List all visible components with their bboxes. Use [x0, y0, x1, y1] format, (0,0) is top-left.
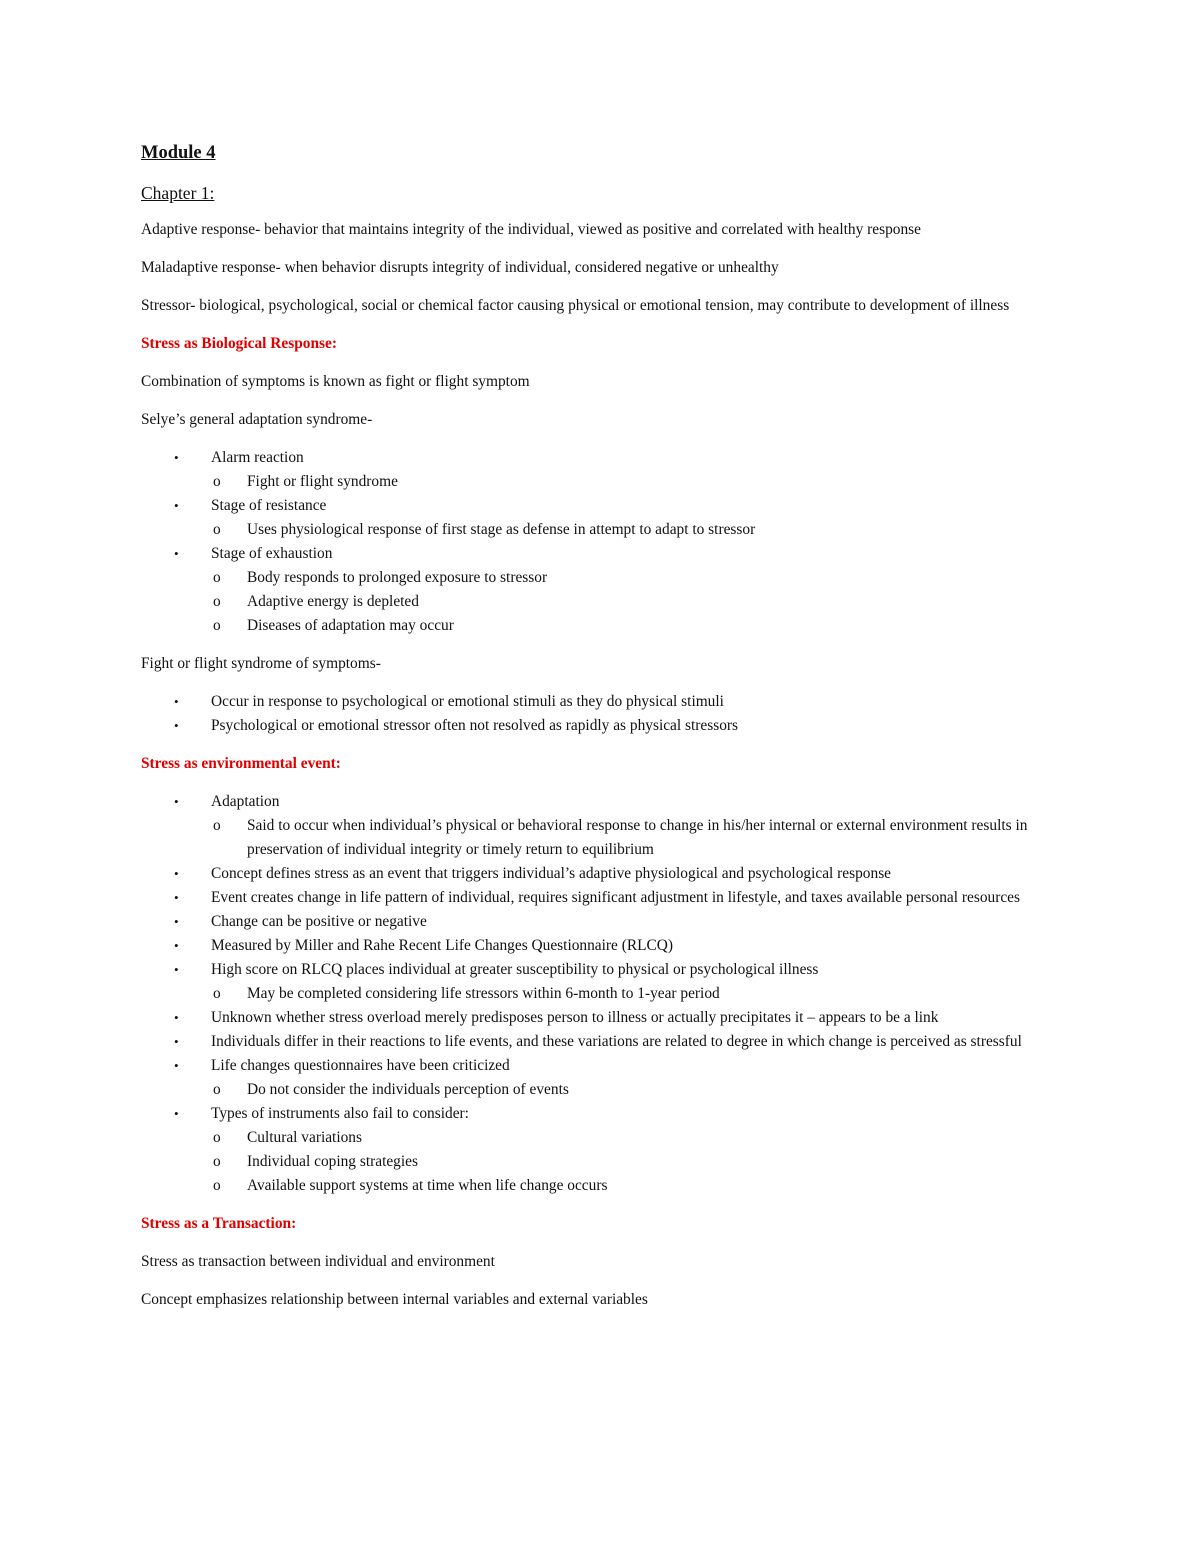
paragraph-maladaptive-response: Maladaptive response- when behavior disrupts integrity of individual, considered negative or unhealthy	[141, 259, 779, 276]
bullet-icon: •	[174, 450, 179, 465]
list-item	[141, 1006, 1061, 1030]
chapter-heading: Chapter 1:	[141, 183, 215, 203]
sub-list-item-text: Uses physiological response of first stage as defense in attempt to adapt to stressor	[247, 521, 756, 538]
list-item	[141, 690, 1061, 714]
sub-list	[211, 1126, 1061, 1198]
sub-bullet-icon: o	[213, 1153, 221, 1170]
list-item-text: High score on RLCQ places individual at greater susceptibility to physical or psychological illness	[211, 961, 819, 978]
section-heading-transaction: Stress as a Transaction:	[141, 1215, 297, 1232]
sub-list-item	[211, 1078, 1061, 1102]
list-item-text: Measured by Miller and Rahe Recent Life Changes Questionnaire (RLCQ)	[211, 937, 674, 954]
list-item-text: Change can be positive or negative	[211, 913, 427, 930]
list-item-text: Life changes questionnaires have been criticized	[211, 1057, 510, 1074]
sub-list-item-text: Adaptive energy is depleted	[247, 593, 419, 610]
paragraph-adaptive-response: Adaptive response- behavior that maintains integrity of the individual, viewed as positive and correlated with healthy response	[141, 221, 922, 238]
paragraph-concept-variables: Concept emphasizes relationship between internal variables and external variables	[141, 1291, 648, 1308]
list-item-text: Stage of exhaustion	[211, 545, 333, 562]
list-item-text: Types of instruments also fail to consider:	[211, 1105, 469, 1122]
sub-list	[211, 470, 1061, 494]
sub-bullet-icon: o	[213, 473, 221, 490]
sub-list-item-text: Do not consider the individuals perception of events	[247, 1081, 569, 1098]
sub-list-item	[211, 566, 1061, 590]
bullet-icon: •	[174, 1010, 179, 1025]
paragraph-selye: Selye’s general adaptation syndrome-	[141, 411, 373, 428]
sub-list-item	[211, 982, 1061, 1006]
sub-bullet-icon: o	[213, 985, 221, 1002]
bullet-icon: •	[174, 694, 179, 709]
bullet-icon: •	[174, 866, 179, 881]
sub-list-item	[211, 614, 1061, 638]
list-item	[141, 910, 1061, 934]
list-item	[141, 862, 1061, 886]
sub-list	[211, 982, 1061, 1006]
list-item-text: Unknown whether stress overload merely predisposes person to illness or actually precipitates it – appears to be a link	[211, 1009, 939, 1026]
list-selye-stages	[141, 446, 1061, 638]
paragraph-fight-flight: Combination of symptoms is known as fight or flight symptom	[141, 373, 530, 390]
list-environmental-event	[141, 790, 1061, 1198]
sub-list-item	[211, 470, 1061, 494]
sub-list	[211, 814, 1061, 862]
sub-list-item-text: May be completed considering life stressors within 6-month to 1-year period	[247, 985, 720, 1002]
list-item-text: Event creates change in life pattern of individual, requires significant adjustment in lifestyle, and taxes available personal resources	[211, 889, 1021, 906]
paragraph-stressor: Stressor- biological, psychological, social or chemical factor causing physical or emotional tension, may contribute to development of illness	[141, 297, 1010, 314]
sub-list-item-text: Individual coping strategies	[247, 1153, 418, 1170]
bullet-icon: •	[174, 546, 179, 561]
sub-bullet-icon: o	[213, 617, 221, 634]
sub-bullet-icon: o	[213, 569, 221, 586]
list-item	[141, 714, 1061, 738]
sub-bullet-icon: o	[213, 817, 221, 834]
section-heading-environmental: Stress as environmental event:	[141, 755, 341, 772]
bullet-icon: •	[174, 1106, 179, 1121]
sub-list-item-text: Cultural variations	[247, 1129, 362, 1146]
sub-bullet-icon: o	[213, 1177, 221, 1194]
list-item-text: Stage of resistance	[211, 497, 327, 514]
sub-list-item-text: Diseases of adaptation may occur	[247, 617, 454, 634]
sub-list-item	[211, 814, 1061, 862]
list-item	[141, 1102, 1061, 1198]
bullet-icon: •	[174, 498, 179, 513]
sub-bullet-icon: o	[213, 593, 221, 610]
sub-list-item	[211, 1150, 1061, 1174]
sub-list-item-text: Fight or flight syndrome	[247, 473, 398, 490]
bullet-icon: •	[174, 718, 179, 733]
bullet-icon: •	[174, 794, 179, 809]
paragraph-fight-flight-symptoms: Fight or flight syndrome of symptoms-	[141, 655, 381, 672]
list-item-text: Alarm reaction	[211, 449, 304, 466]
sub-list-item-text: Body responds to prolonged exposure to stressor	[247, 569, 548, 586]
document-page	[141, 140, 1061, 1326]
sub-list-item-text: Said to occur when individual’s physical or behavioral response to change in his/her internal or external environment results in preservation of individual integrity or timely return to equilibrium	[247, 817, 1028, 858]
list-item-text: Concept defines stress as an event that triggers individual’s adaptive physiological and psychological response	[211, 865, 892, 882]
sub-list-item	[211, 1126, 1061, 1150]
list-item-text: Individuals differ in their reactions to life events, and these variations are related to degree in which change is perceived as stressful	[211, 1033, 1022, 1050]
bullet-icon: •	[174, 890, 179, 905]
list-fight-flight-symptoms	[141, 690, 1061, 738]
sub-list	[211, 518, 1061, 542]
sub-bullet-icon: o	[213, 1081, 221, 1098]
list-item-text: Psychological or emotional stressor often not resolved as rapidly as physical stressors	[211, 717, 739, 734]
sub-list-item	[211, 1174, 1061, 1198]
sub-bullet-icon: o	[213, 521, 221, 538]
list-item	[141, 934, 1061, 958]
list-item	[141, 958, 1061, 1006]
sub-bullet-icon: o	[213, 1129, 221, 1146]
page-title: Module 4	[141, 143, 216, 163]
section-heading-biological: Stress as Biological Response:	[141, 335, 337, 352]
list-item	[141, 542, 1061, 638]
bullet-icon: •	[174, 1034, 179, 1049]
list-item	[141, 1030, 1061, 1054]
list-item	[141, 494, 1061, 542]
bullet-icon: •	[174, 962, 179, 977]
bullet-icon: •	[174, 938, 179, 953]
paragraph-transaction: Stress as transaction between individual and environment	[141, 1253, 495, 1270]
bullet-icon: •	[174, 914, 179, 929]
list-item	[141, 886, 1061, 910]
list-item-text: Occur in response to psychological or emotional stimuli as they do physical stimuli	[211, 693, 724, 710]
sub-list-item-text: Available support systems at time when life change occurs	[247, 1177, 608, 1194]
sub-list	[211, 566, 1061, 638]
sub-list-item	[211, 518, 1061, 542]
bullet-icon: •	[174, 1058, 179, 1073]
list-item	[141, 1054, 1061, 1102]
sub-list	[211, 1078, 1061, 1102]
sub-list-item	[211, 590, 1061, 614]
list-item	[141, 790, 1061, 862]
list-item-text: Adaptation	[211, 793, 280, 810]
list-item	[141, 446, 1061, 494]
